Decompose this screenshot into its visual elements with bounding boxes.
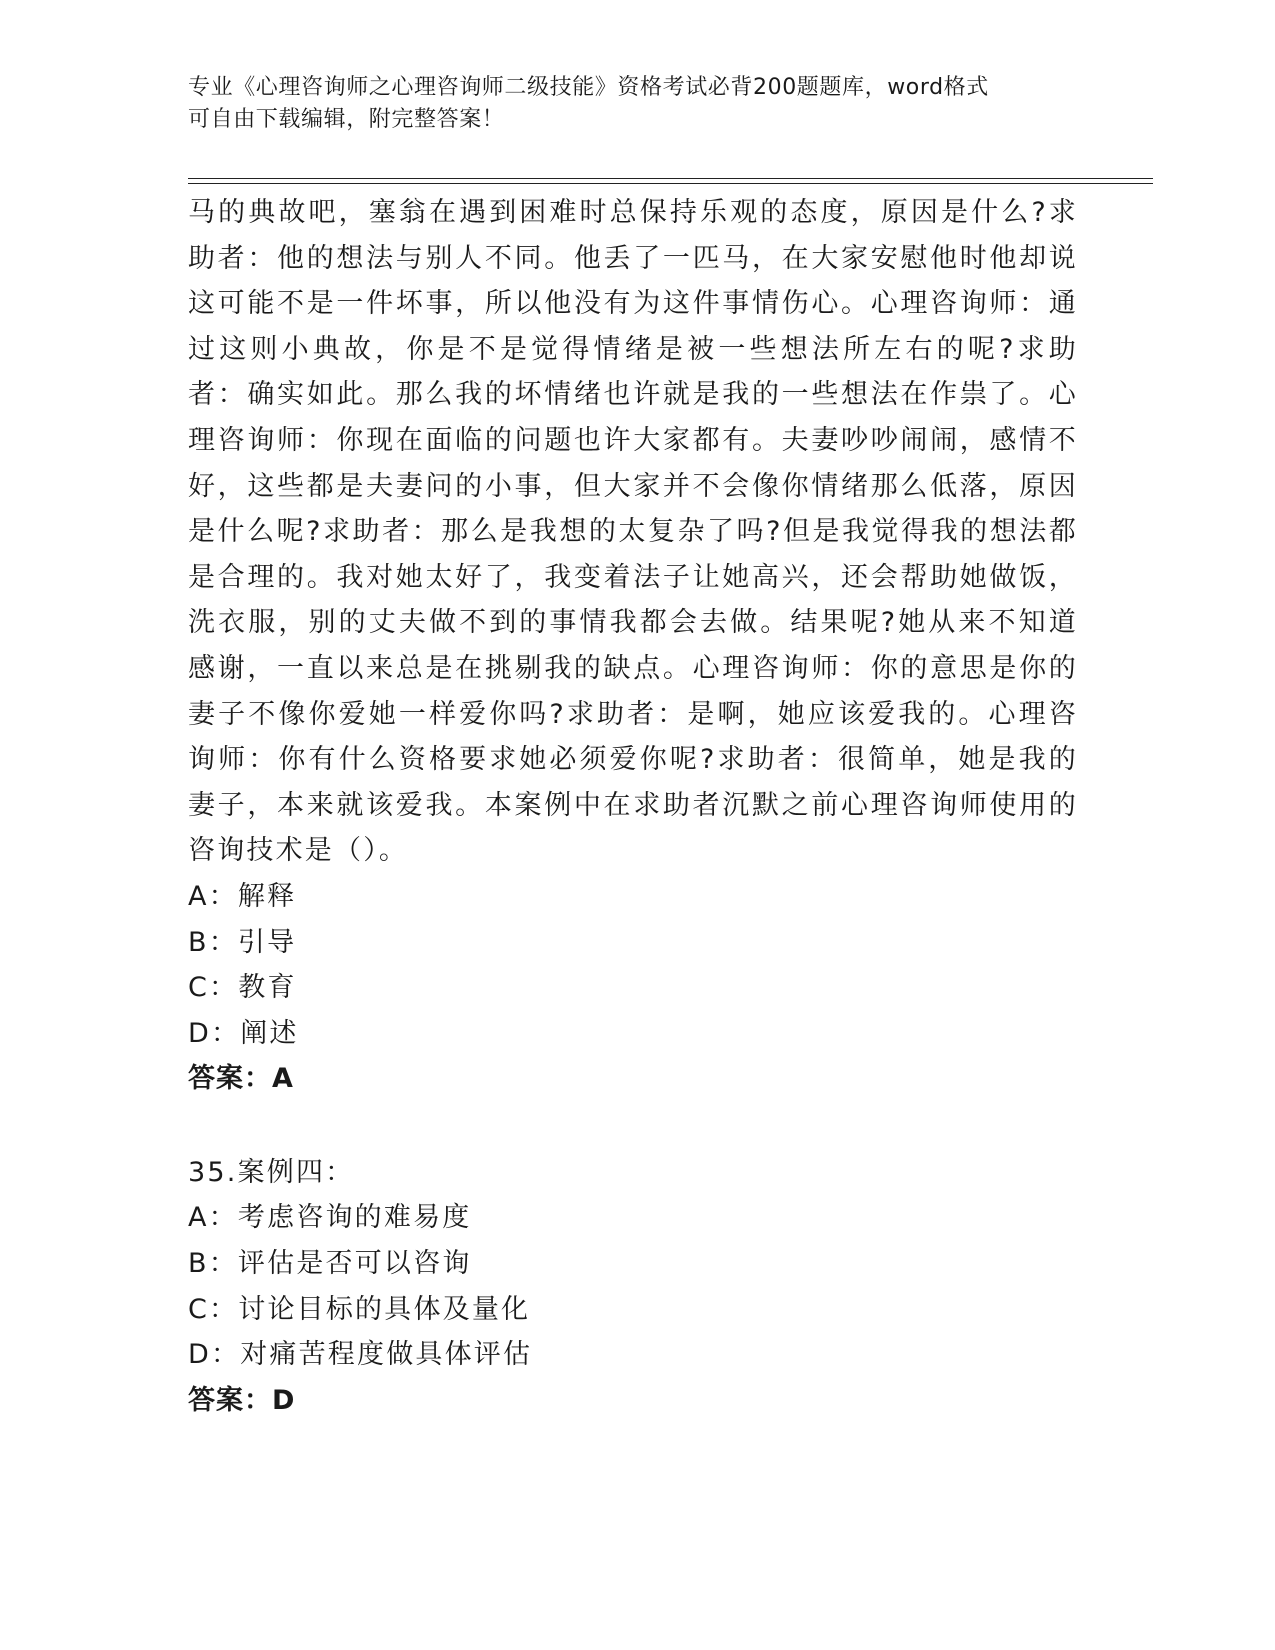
question-35-option-a: A：考虑咨询的难易度: [188, 1202, 472, 1234]
question-34-option-b: B：引导: [188, 926, 297, 958]
header-title-line-2: 可自由下载编辑，附完整答案！: [188, 107, 505, 132]
question-34-option-a: A：解释: [188, 880, 297, 912]
document-body: [188, 190, 1078, 1423]
question-34-option-d: D：阐述: [188, 1017, 299, 1049]
question-34-option-c: C：教育: [188, 972, 297, 1004]
document-header: [188, 72, 1058, 136]
question-35-option-c: C：讨论目标的具体及量化: [188, 1293, 531, 1325]
header-divider-top: [188, 178, 1153, 179]
question-34-passage: 马的典故吧，塞翁在遇到困难时总保持乐观的态度，原因是什么?求助者：他的想法与别人不同。他丢了一匹马，在大家安慰他时他却说这可能不是一件坏事，所以他没有为这件事情伤心。心理咨询师：通过这则小典故，你是不是觉得情绪是被一些想法所左右的呢?求助者：确实如此。那么我的坏情绪也许就是我的一些想法在作祟了。心理咨询师：你现在面临的问题也许大家都有。夫妻吵吵闹闹，感情不好，这些都是夫妻问的小事，但大家并不会像你情绪那么低落，原因是什么呢?求助者：那么是我想的太复杂了吗?但是我觉得我的想法都是合理的。我对她太好了，我变着法子让她高兴，还会帮助她做饭，洗衣服，别的丈夫做不到的事情我都会去做。结果呢?她从来不知道感谢，一直以来总是在挑剔我的缺点。心理咨询师：你的意思是你的妻子不像你爱她一样爱你吗?求助者：是啊，她应该爱我的。心理咨询师：你有什么资格要求她必须爱你呢?求助者：很简单，她是我的妻子，本来就该爱我。本案例中在求助者沉默之前心理咨询师使用的咨询技术是（）。: [188, 197, 1078, 867]
question-35-stem: 35.案例四：: [188, 1156, 355, 1188]
header-title-line-1: 专业《心理咨询师之心理咨询师二级技能》资格考试必背200题题库，word格式: [188, 75, 989, 100]
question-34-answer: 答案：A: [188, 1063, 294, 1095]
question-35-option-b: B：评估是否可以咨询: [188, 1248, 472, 1280]
header-divider-bottom: [188, 183, 1153, 184]
question-35-option-d: D：对痛苦程度做具体评估: [188, 1339, 533, 1371]
question-spacer: [188, 1102, 1078, 1150]
question-35-answer: 答案：D: [188, 1384, 296, 1416]
